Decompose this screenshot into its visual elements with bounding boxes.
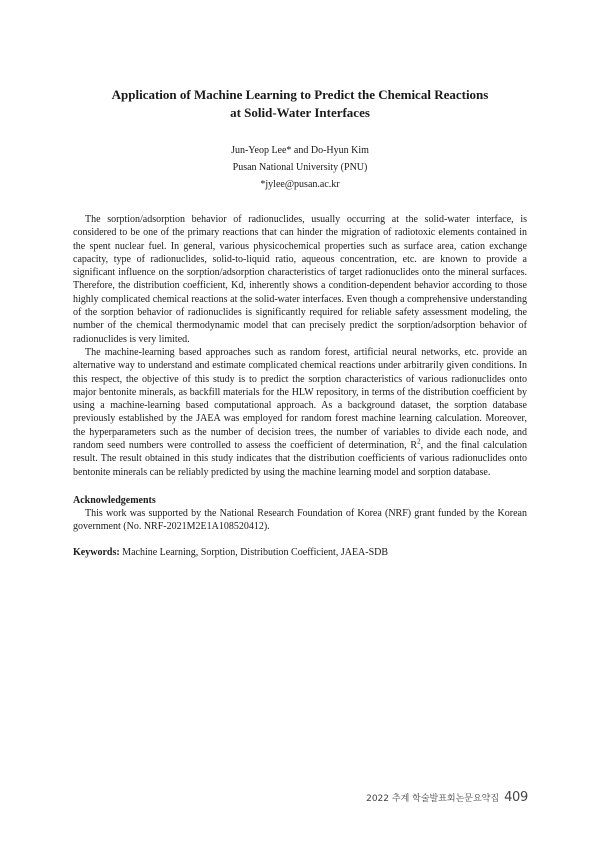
r-squared-superscript: 2 xyxy=(417,437,421,446)
abstract-paragraph-2-text-a: The machine-learning based approaches such as random forest, artificial neural networks, etc. provide an alternative way to understand and estimate complicated chemical reactions under arbitrarily given conditions. In this respect, the objective of this study is to predict the sorption characteristics of various radionuclides onto major bentonite minerals, as backfill materials for the HLW repository, in terms of the distribution coefficient by using a machine-learning based computational approach. As a background dataset, the sorption database previously established by the JAEA was employed for random forest machine learning calculation. Moreover, the hyperparameters such as the number of decision trees, the number of variables to divide each node, and random seed numbers were controlled to assess the coefficient of determination, R xyxy=(73,346,527,452)
page-number: 409 xyxy=(504,790,528,805)
abstract-paragraph-1: The sorption/adsorption behavior of radionuclides, usually occurring at the solid-water interface, is considered to be one of the primary reactions that can hinder the migration of radiotoxic elements contained in the spent nuclear fuel. In general, various physicochemical properties such as surface area, cation exchange capacity, type of radionuclides, solid-to-liquid ratio, aqueous concentration, etc. are known to provide a significant influence on the sorption/adsorption characteristics of target radionuclides onto the mineral surfaces. Therefore, the distribution coefficient, Kd, inherently shows a condition-dependent behavior according to those highly complicated chemical reactions at the solid-water interfaces. Even though a comprehensive understanding of the sorption behavior of radionuclides is significantly required for reliable safety assessment modeling, the number of the chemical thermodynamic model that can precisely predict the sorption/adsorption behavior of radionuclides is very limited. xyxy=(73,214,527,345)
paper-title xyxy=(60,86,540,122)
abstract-paragraph-2 xyxy=(73,346,527,479)
author-list: Jun-Yeop Lee* and Do-Hyun Kim xyxy=(231,145,369,156)
corresponding-email: *jylee@pusan.ac.kr xyxy=(260,179,340,190)
keywords-line xyxy=(73,546,527,559)
acknowledgements-heading: Acknowledgements xyxy=(73,495,156,506)
title-line-1: Application of Machine Learning to Predict the Chemical Reactions xyxy=(111,87,489,102)
page-footer xyxy=(366,790,528,805)
abstract-body xyxy=(73,213,527,479)
keywords-label: Keywords: xyxy=(73,547,120,558)
keywords-text: Machine Learning, Sorption, Distribution Coefficient, JAEA-SDB xyxy=(119,547,389,558)
proceedings-title: 2022 추계 학술발표회논문요약집 xyxy=(366,794,500,804)
affiliation: Pusan National University (PNU) xyxy=(232,162,368,173)
title-line-2: at Solid-Water Interfaces xyxy=(230,105,370,120)
abstract-paragraph-2-text-b: , and the final calculation result. The result obtained in this study indicates that the distribution coefficients of various radionuclides onto bentonite minerals can be reliably predicted by using the machine learning model and sorption database. xyxy=(73,440,527,478)
acknowledgements-text: This work was supported by the National Research Foundation of Korea (NRF) grant funded by the Korean government (No. NRF-2021M2E1A108520412). xyxy=(73,508,527,533)
